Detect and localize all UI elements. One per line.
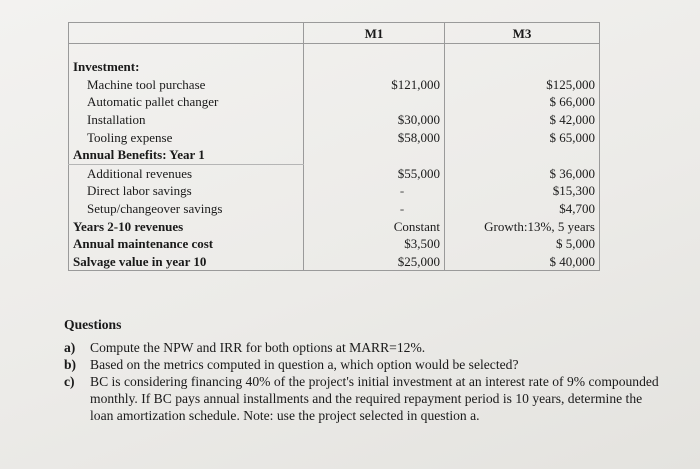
table-row xyxy=(69,217,600,235)
table-row xyxy=(69,58,600,76)
row-label: Installation xyxy=(69,111,304,129)
row-m3-value xyxy=(445,146,600,164)
header-m3: M3 xyxy=(445,23,600,44)
row-m1-value xyxy=(304,93,445,111)
header-m1: M1 xyxy=(304,23,445,44)
row-label: Machine tool purchase xyxy=(69,76,304,94)
question-text: Compute the NPW and IRR for both options at MARR=12%. xyxy=(90,340,426,355)
table-row xyxy=(69,235,600,253)
table-row xyxy=(69,76,600,94)
row-m3-value: $ 36,000 xyxy=(445,164,600,182)
row-label: Salvage value in year 10 xyxy=(69,253,304,271)
row-label: Direct labor savings xyxy=(69,182,304,200)
row-m1-value: Constant xyxy=(304,217,445,235)
row-m1-value: $55,000 xyxy=(304,164,445,182)
question-letter: b) xyxy=(64,357,77,372)
questions-section xyxy=(64,316,664,424)
table-row xyxy=(69,93,600,111)
investment-comparison-table xyxy=(68,22,600,271)
row-m1-value: $30,000 xyxy=(304,111,445,129)
row-m3-value: $125,000 xyxy=(445,76,600,94)
row-m1-value: - xyxy=(304,182,445,200)
row-m1-value: $121,000 xyxy=(304,76,445,94)
question-item xyxy=(64,339,664,356)
row-m3-value: $ 66,000 xyxy=(445,93,600,111)
row-label: Automatic pallet changer xyxy=(69,93,304,111)
table-row xyxy=(69,111,600,129)
row-m3-value: $ 42,000 xyxy=(445,111,600,129)
row-m3-value: $15,300 xyxy=(445,182,600,200)
row-m1-value: - xyxy=(304,200,445,218)
question-item xyxy=(64,356,664,373)
row-m1-value xyxy=(304,58,445,76)
question-letter: a) xyxy=(64,340,76,355)
row-m3-value: $ 5,000 xyxy=(445,235,600,253)
row-m3-value: $4,700 xyxy=(445,200,600,218)
row-m1-value xyxy=(304,146,445,164)
row-label: Setup/changeover savings xyxy=(69,200,304,218)
question-text: BC is considering financing 40% of the project's initial investment at an interest rate of 9% compounded monthly. If BC pays annual installments and the required repayment period is 10 years, determine the loan amortization schedule. Note: use the project selected in question a. xyxy=(90,374,659,423)
row-label: Annual Benefits: Year 1 xyxy=(69,146,304,164)
questions-title: Questions xyxy=(64,317,122,332)
row-label: Additional revenues xyxy=(69,164,304,182)
row-label: Annual maintenance cost xyxy=(69,235,304,253)
table-spacer-row xyxy=(69,44,600,59)
question-item xyxy=(64,373,664,424)
header-label-cell xyxy=(69,23,304,44)
row-m3-value xyxy=(445,58,600,76)
table-row xyxy=(69,164,600,182)
table-row xyxy=(69,253,600,271)
row-m1-value: $58,000 xyxy=(304,128,445,146)
table-row xyxy=(69,182,600,200)
row-m1-value: $3,500 xyxy=(304,235,445,253)
table-row xyxy=(69,200,600,218)
row-label: Years 2-10 revenues xyxy=(69,217,304,235)
row-label: Investment: xyxy=(69,58,304,76)
question-letter: c) xyxy=(64,374,75,389)
row-m3-value: $ 40,000 xyxy=(445,253,600,271)
row-m1-value: $25,000 xyxy=(304,253,445,271)
table-row xyxy=(69,128,600,146)
row-m3-value: Growth:13%, 5 years xyxy=(445,217,600,235)
table-row xyxy=(69,146,600,164)
row-m3-value: $ 65,000 xyxy=(445,128,600,146)
table-header-row xyxy=(69,23,600,44)
question-text: Based on the metrics computed in question a, which option would be selected? xyxy=(90,357,519,372)
row-label: Tooling expense xyxy=(69,128,304,146)
